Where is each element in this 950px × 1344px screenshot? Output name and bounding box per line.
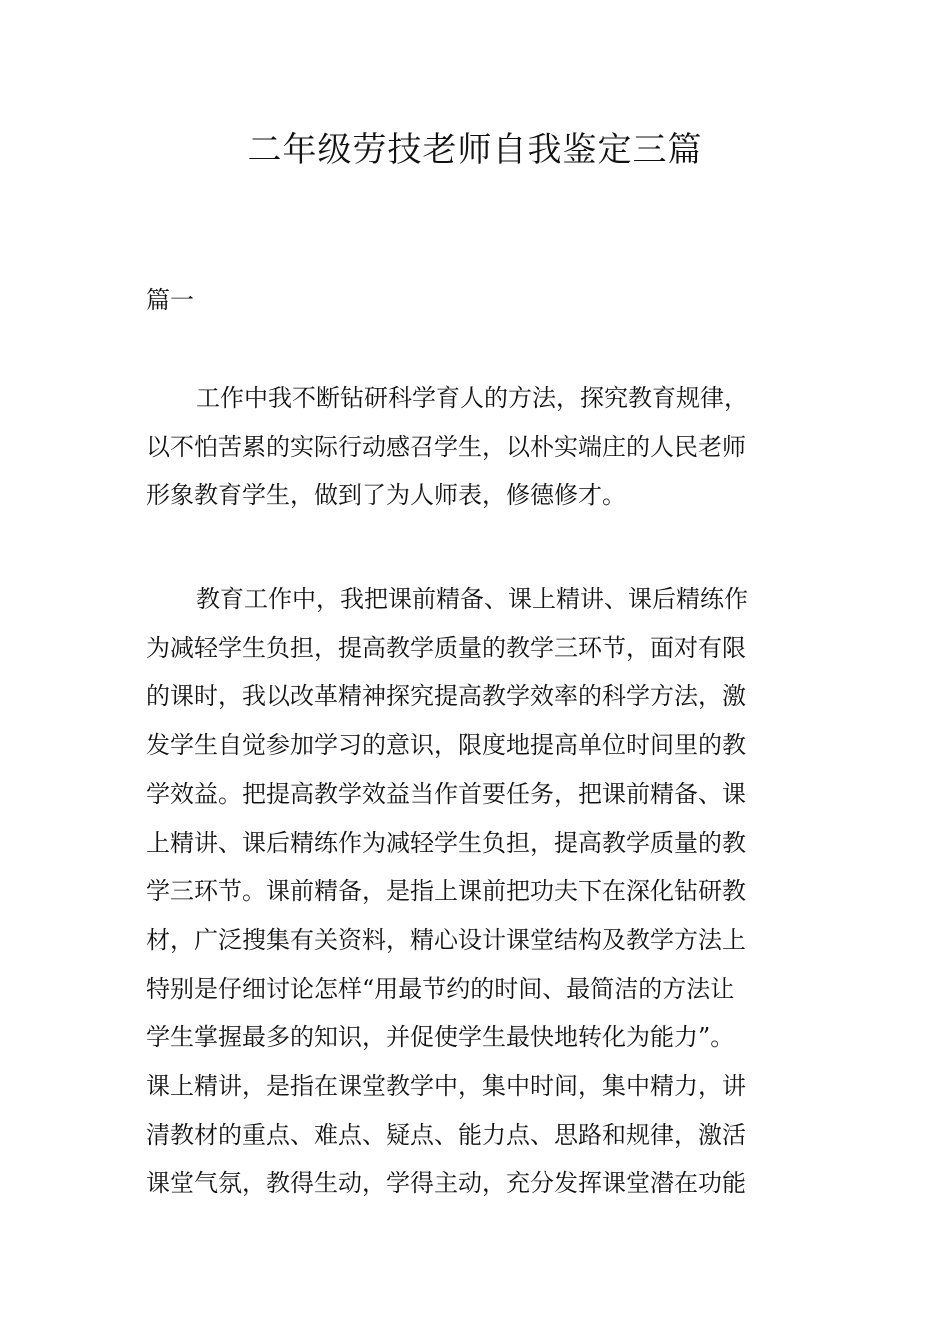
- paragraph-2-line-9: 特别是仔细讨论怎样“用最节约的时间、最简洁的方法让: [146, 974, 735, 1003]
- paragraph-2-line-6: 上精讲、课后精练作为减轻学生负担，提高教学质量的教: [146, 828, 746, 857]
- paragraph-2-line-3: 的课时，我以改革精神探究提高教学效率的科学方法，激: [146, 682, 746, 711]
- paragraph-2: [146, 575, 806, 1208]
- paragraph-2-line-11: 课上精讲，是指在课堂教学中，集中时间，集中精力，讲: [146, 1072, 746, 1101]
- paragraph-2-line-8: 材，广泛搜集有关资料，精心设计课堂结构及教学方法上: [146, 925, 746, 954]
- paragraph-1-line-2: 以不怕苦累的实际行动感召学生，以朴实端庄的人民老师: [146, 432, 746, 461]
- paragraph-2-line-7: 学三环节。课前精备，是指上课前把功夫下在深化钻研教: [146, 877, 746, 906]
- paragraph-2-line-1: 教育工作中，我把课前精备、课上精讲、课后精练作: [196, 585, 748, 613]
- paragraph-2-line-12: 清教材的重点、难点、疑点、能力点、思路和规律，激活: [146, 1120, 746, 1149]
- paragraph-2-line-10: 学生掌握最多的知识，并促使学生最快地转化为能力”。: [146, 1023, 735, 1052]
- paragraph-2-line-13: 课堂气氛，教得生动，学得主动，充分发挥课堂潜在功能: [146, 1169, 746, 1198]
- paragraph-2-line-4: 发学生自觉参加学习的意识，限度地提高单位时间里的教: [146, 731, 746, 760]
- paragraph-1-line-3: 形象教育学生，做到了为人师表，修德修才。: [146, 481, 626, 510]
- paragraph-1-line-1: 工作中我不断钻研科学育人的方法，探究教育规律，: [196, 384, 748, 412]
- paragraph-1: [146, 374, 806, 520]
- section-heading: 篇一: [146, 286, 194, 314]
- paragraph-2-line-2: 为减轻学生负担，提高教学质量的教学三环节，面对有限: [146, 633, 746, 662]
- paragraph-2-line-5: 学效益。把提高教学效益当作首要任务，把课前精备、课: [146, 779, 746, 808]
- document-title: 二年级劳技老师自我鉴定三篇: [247, 130, 703, 170]
